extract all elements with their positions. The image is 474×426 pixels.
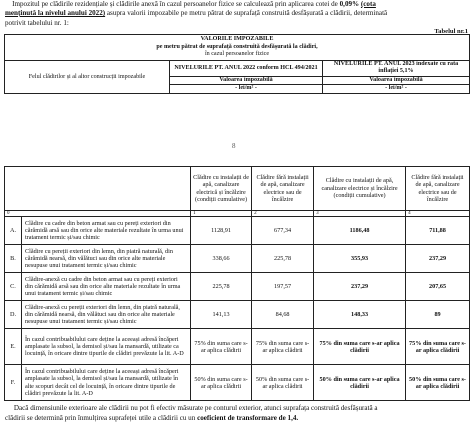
table-2	[4, 166, 470, 401]
row-letter: A.	[5, 217, 22, 245]
table-1	[4, 34, 470, 94]
row-description: Clădire cu cadre din beton armat sau cu pereți exteriori din cărămidă arsă sau din orice alte materiale rezultate în urma unui tratament termic și/sau chimic	[22, 217, 191, 245]
row-value-2: 197,57	[252, 273, 314, 301]
row-value-4: 207,65	[406, 273, 470, 301]
row-letter: F.	[5, 365, 22, 401]
row-description: Clădire-anexă cu cadre din beton armat sau cu pereți exteriori din cărămidă arsă sau din orice alte materiale rezultate în urma unui tratament termic și/sau chimic	[22, 273, 191, 301]
table1-unit3: - lei/m² -	[323, 85, 470, 93]
outro-coefficient: coeficient de transformare de 1,4.	[197, 413, 299, 422]
row-value-1: 75% din suma care s-ar aplica clădirii	[191, 329, 252, 365]
row-value-4: 89	[406, 301, 470, 329]
table1-subtitle: pe metru pătrat de suprafață construită desfășurată la clădiri,	[156, 43, 318, 50]
row-value-3: 75% din suma care s-ar aplica clădirii	[314, 329, 406, 365]
row-description: Clădire cu pereții exteriori din lemn, din piatră naturală, din cărămidă nearsă, din vălătuci sau din orice alte materiale nesupuse unui tratament termic și/sau chimic	[22, 245, 191, 273]
row-value-3: 355,93	[314, 245, 406, 273]
row-letter: C.	[5, 273, 22, 301]
row-letter: D.	[5, 301, 22, 329]
table-row	[5, 217, 470, 245]
intro-paragraph	[5, 0, 467, 28]
table2-blank-header	[5, 167, 191, 211]
table-row	[5, 245, 470, 273]
outro-line1: Dacă dimensiunile exterioare ale clădirii nu pot fi efectiv măsurate pe conturul exterior, atunci suprafața construită desfășurată a	[13, 404, 378, 412]
table-row	[5, 329, 470, 365]
index-cell: 2	[252, 211, 314, 217]
index-cell: 4	[406, 211, 470, 217]
table1-col2-sub: Valoarea impozabilă	[170, 76, 323, 84]
intro-line2-underlined: menținută la nivelul anului 2022)	[5, 9, 106, 18]
index-cell: 3	[314, 211, 406, 217]
intro-line1: Impozitul pe clădirile rezidențiale și clădirile anexă în cazul persoanelor fizice se calculează prin aplicarea cotei de	[12, 0, 338, 8]
table1-col3-header: NIVELURILE PT. ANUL 2023 indexate cu rata inflației 5,1%	[323, 61, 470, 77]
row-description: În cazul contribuabilului care deține la aceeași adresă încăperi amplasate la subsol, la demisol și/sau la mansardă, utilizate în alte scopuri decât cel de locuință, în oricare dintre tipurile de clădiri prevăzute la lit. A-D	[22, 365, 191, 401]
row-value-1: 1128,91	[191, 217, 252, 245]
table1-subtitle2: în cazul persoanelor fizice	[204, 51, 270, 58]
tabel-label: Tabelul nr.1	[434, 28, 468, 35]
intro-cota-note: (cota	[360, 0, 376, 8]
row-description: În cazul contribuabilului care deține la aceeași adresă încăperi amplasate la subsol, la demisol și/sau la mansardă, utilizate ca locuință, în oricare dintre tipurile de clădiri prevăzute la lit. A-D	[22, 329, 191, 365]
table-row	[5, 365, 470, 401]
table2-header-3: Clădire cu instalații de apă, canalizare electrice și încălzire (condiții cumulative)	[314, 167, 406, 211]
index-cell: 1	[191, 211, 252, 217]
row-value-4: 237,29	[406, 245, 470, 273]
index-cell: 0	[5, 211, 191, 217]
outro-paragraph	[5, 404, 467, 423]
row-value-2: 225,78	[252, 245, 314, 273]
row-value-3: 50% din suma care s-ar aplica clădirii	[314, 365, 406, 401]
intro-line2: asupra valorii impozabile pe metru pătrat de suprafață construită desfășurată a clădirii, determinată	[106, 9, 388, 18]
intro-cota: 0,09%	[339, 0, 360, 8]
table1-unit2: - lei/m² -	[170, 85, 323, 93]
table1-col1-header: Felul clădirilor și al altor construcții impozabile	[5, 61, 170, 94]
page-number: 8	[232, 142, 236, 150]
row-value-3: 1186,48	[314, 217, 406, 245]
table-row	[5, 301, 470, 329]
table2-header-2: Clădire fără instalații de apă, canalizare electrice sau de încălzire	[252, 167, 314, 211]
table2-header-4: Clădire fără instalații de apă, canalizare electrice sau de încălzire	[406, 167, 470, 211]
row-value-2: 50% din suma care s-ar aplica clădirii	[252, 365, 314, 401]
row-value-3: 237,29	[314, 273, 406, 301]
table1-col3-sub: Valoarea impozabilă	[323, 76, 470, 84]
row-value-1: 50% din suma care s-ar aplica clădirii	[191, 365, 252, 401]
outro-line2: clădirii se determină prin înmulțirea suprafeței utile a clădirii cu un	[5, 413, 196, 422]
row-value-4: 50% din suma care s-ar aplica clădirii	[406, 365, 470, 401]
row-value-1: 141,13	[191, 301, 252, 329]
row-value-2: 75% din suma care s-ar aplica clădirii	[252, 329, 314, 365]
row-value-1: 225,78	[191, 273, 252, 301]
row-value-1: 338,66	[191, 245, 252, 273]
table2-header-1: Clădire cu instalații de apă, canalizare electrică și încălzire (condiții cumulative)	[191, 167, 252, 211]
row-value-3: 148,33	[314, 301, 406, 329]
table1-col2-header: NIVELURILE PT. ANUL 2022 conform HCL 494/2021	[170, 61, 323, 77]
row-description: Clădire-anexă cu pereții exteriori din lemn, din piatră naturală, din cărămidă nearsă, din vălătuci sau din orice alte materiale nesupuse unui tratament termic și/sau chimic	[22, 301, 191, 329]
table-row	[5, 273, 470, 301]
row-value-2: 84,68	[252, 301, 314, 329]
row-value-4: 711,88	[406, 217, 470, 245]
row-value-4: 75% din suma care s-ar aplica clădirii	[406, 329, 470, 365]
row-letter: B.	[5, 245, 22, 273]
table1-title-cell	[5, 35, 470, 61]
row-letter: E.	[5, 329, 22, 365]
table1-title: VALORILE IMPOZABILE	[200, 36, 274, 43]
row-value-2: 677,34	[252, 217, 314, 245]
intro-line3: potrivit tabelului nr. 1:	[5, 18, 69, 27]
